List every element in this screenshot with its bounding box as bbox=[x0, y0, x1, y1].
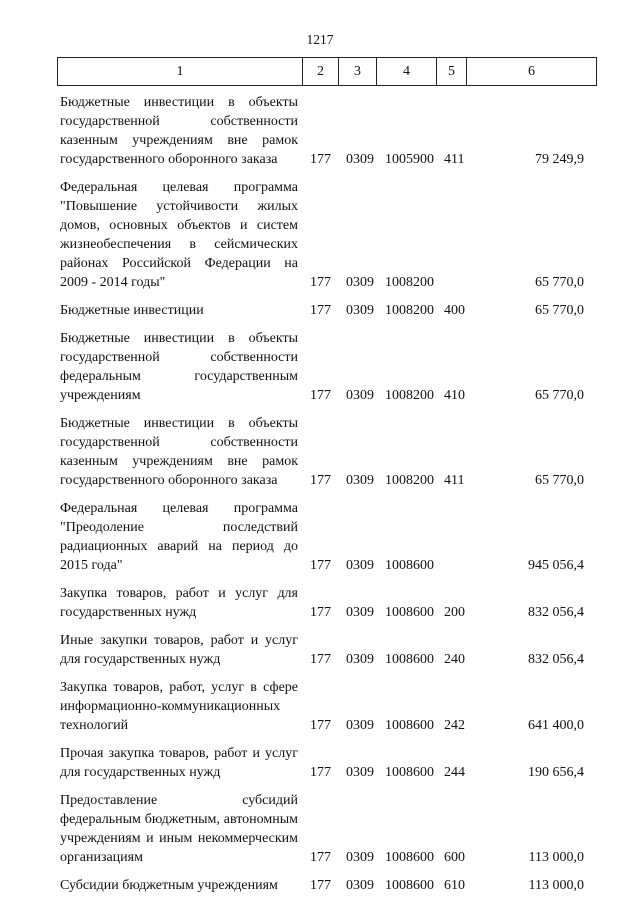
ministry-code: 177 bbox=[310, 718, 331, 733]
table-row bbox=[0, 93, 640, 169]
ministry-code: 177 bbox=[310, 473, 331, 488]
column-header-table bbox=[57, 57, 597, 86]
table-row bbox=[0, 499, 640, 575]
target-article-code: 1008600 bbox=[385, 652, 434, 667]
target-article-code: 1008600 bbox=[385, 605, 434, 620]
amount: 65 770,0 bbox=[535, 303, 584, 318]
ministry-code: 177 bbox=[310, 652, 331, 667]
table-row bbox=[0, 584, 640, 622]
row-values bbox=[0, 848, 640, 867]
ministry-code: 177 bbox=[310, 605, 331, 620]
column-header-5: 5 bbox=[437, 58, 467, 86]
column-header-2: 2 bbox=[303, 58, 339, 86]
section-code: 0309 bbox=[346, 765, 374, 780]
target-article-code: 1008600 bbox=[385, 718, 434, 733]
section-code: 0309 bbox=[346, 388, 374, 403]
target-article-code: 1008200 bbox=[385, 275, 434, 290]
section-code: 0309 bbox=[346, 718, 374, 733]
ministry-code: 177 bbox=[310, 850, 331, 865]
row-values bbox=[0, 716, 640, 735]
ministry-code: 177 bbox=[310, 275, 331, 290]
amount: 832 056,4 bbox=[528, 652, 584, 667]
row-values bbox=[0, 150, 640, 169]
row-description: Бюджетные инвестиции в объекты государственной собственности казенным учреждениям вне рамок государственного оборонного заказа bbox=[60, 416, 298, 488]
section-code: 0309 bbox=[346, 473, 374, 488]
ministry-code: 177 bbox=[310, 152, 331, 167]
column-header-4: 4 bbox=[377, 58, 437, 86]
expense-type-code: 240 bbox=[444, 652, 465, 667]
budget-rows bbox=[0, 93, 640, 904]
column-header-3: 3 bbox=[339, 58, 377, 86]
target-article-code: 1008600 bbox=[385, 558, 434, 573]
table-row bbox=[0, 791, 640, 867]
table-row bbox=[0, 744, 640, 782]
page-number: 1217 bbox=[306, 32, 334, 47]
row-values bbox=[0, 763, 640, 782]
target-article-code: 1008200 bbox=[385, 473, 434, 488]
amount: 945 056,4 bbox=[528, 558, 584, 573]
ministry-code: 177 bbox=[310, 878, 331, 893]
section-code: 0309 bbox=[346, 152, 374, 167]
row-description: Предоставление субсидий федеральным бюджетным, автономным учреждениям и иным некоммерческим организациям bbox=[60, 793, 298, 865]
row-description: Закупка товаров, работ и услуг для государственных нужд bbox=[60, 586, 298, 620]
expense-type-code: 600 bbox=[444, 850, 465, 865]
row-values bbox=[0, 556, 640, 575]
table-row bbox=[0, 678, 640, 735]
table-row bbox=[0, 631, 640, 669]
expense-type-code: 200 bbox=[444, 605, 465, 620]
target-article-code: 1005900 bbox=[385, 152, 434, 167]
amount: 832 056,4 bbox=[528, 605, 584, 620]
amount: 190 656,4 bbox=[528, 765, 584, 780]
row-values bbox=[0, 603, 640, 622]
row-description: Федеральная целевая программа "Преодоление последствий радиационных аварий на период до 2015 года" bbox=[60, 501, 298, 573]
ministry-code: 177 bbox=[310, 558, 331, 573]
amount: 65 770,0 bbox=[535, 473, 584, 488]
row-description: Иные закупки товаров, работ и услуг для государственных нужд bbox=[60, 633, 298, 667]
amount: 79 249,9 bbox=[535, 152, 584, 167]
amount: 113 000,0 bbox=[528, 850, 584, 865]
target-article-code: 1008600 bbox=[385, 878, 434, 893]
ministry-code: 177 bbox=[310, 388, 331, 403]
row-values bbox=[0, 471, 640, 490]
target-article-code: 1008600 bbox=[385, 765, 434, 780]
row-values bbox=[0, 650, 640, 669]
row-description: Бюджетные инвестиции в объекты государственной собственности федеральным государственным учреждениям bbox=[60, 331, 298, 403]
section-code: 0309 bbox=[346, 605, 374, 620]
expense-type-code: 410 bbox=[444, 388, 465, 403]
amount: 65 770,0 bbox=[535, 388, 584, 403]
row-values bbox=[0, 273, 640, 292]
expense-type-code: 400 bbox=[444, 303, 465, 318]
row-description: Федеральная целевая программа "Повышение устойчивости жилых домов, основных объектов и систем жизнеобеспечения в сейсмических районах Российской Федерации на 2009 - 2014 годы" bbox=[60, 180, 298, 290]
row-description: Субсидии бюджетным учреждениям bbox=[60, 878, 278, 893]
target-article-code: 1008600 bbox=[385, 850, 434, 865]
ministry-code: 177 bbox=[310, 303, 331, 318]
row-values bbox=[0, 301, 640, 320]
column-header-6: 6 bbox=[467, 58, 597, 86]
table-row bbox=[0, 178, 640, 292]
table-row bbox=[0, 301, 640, 320]
row-description: Бюджетные инвестиции в объекты государственной собственности казенным учреждениям вне рамок государственного оборонного заказа bbox=[60, 95, 298, 167]
amount: 641 400,0 bbox=[528, 718, 584, 733]
row-description: Закупка товаров, работ, услуг в сфере информационно-коммуникационных технологий bbox=[60, 680, 298, 733]
section-code: 0309 bbox=[346, 558, 374, 573]
expense-type-code: 411 bbox=[444, 473, 465, 488]
expense-type-code: 610 bbox=[444, 878, 465, 893]
table-row bbox=[0, 414, 640, 490]
expense-type-code: 244 bbox=[444, 765, 465, 780]
amount: 65 770,0 bbox=[535, 275, 584, 290]
expense-type-code: 242 bbox=[444, 718, 465, 733]
ministry-code: 177 bbox=[310, 765, 331, 780]
section-code: 0309 bbox=[346, 303, 374, 318]
row-values bbox=[0, 386, 640, 405]
section-code: 0309 bbox=[346, 878, 374, 893]
expense-type-code: 411 bbox=[444, 152, 465, 167]
section-code: 0309 bbox=[346, 652, 374, 667]
section-code: 0309 bbox=[346, 275, 374, 290]
row-values bbox=[0, 876, 640, 895]
column-header-1: 1 bbox=[58, 58, 303, 86]
section-code: 0309 bbox=[346, 850, 374, 865]
table-row bbox=[0, 329, 640, 405]
target-article-code: 1008200 bbox=[385, 388, 434, 403]
amount: 113 000,0 bbox=[528, 878, 584, 893]
row-description: Бюджетные инвестиции bbox=[60, 303, 204, 318]
target-article-code: 1008200 bbox=[385, 303, 434, 318]
row-description: Прочая закупка товаров, работ и услуг для государственных нужд bbox=[60, 746, 298, 780]
table-row bbox=[0, 876, 640, 895]
